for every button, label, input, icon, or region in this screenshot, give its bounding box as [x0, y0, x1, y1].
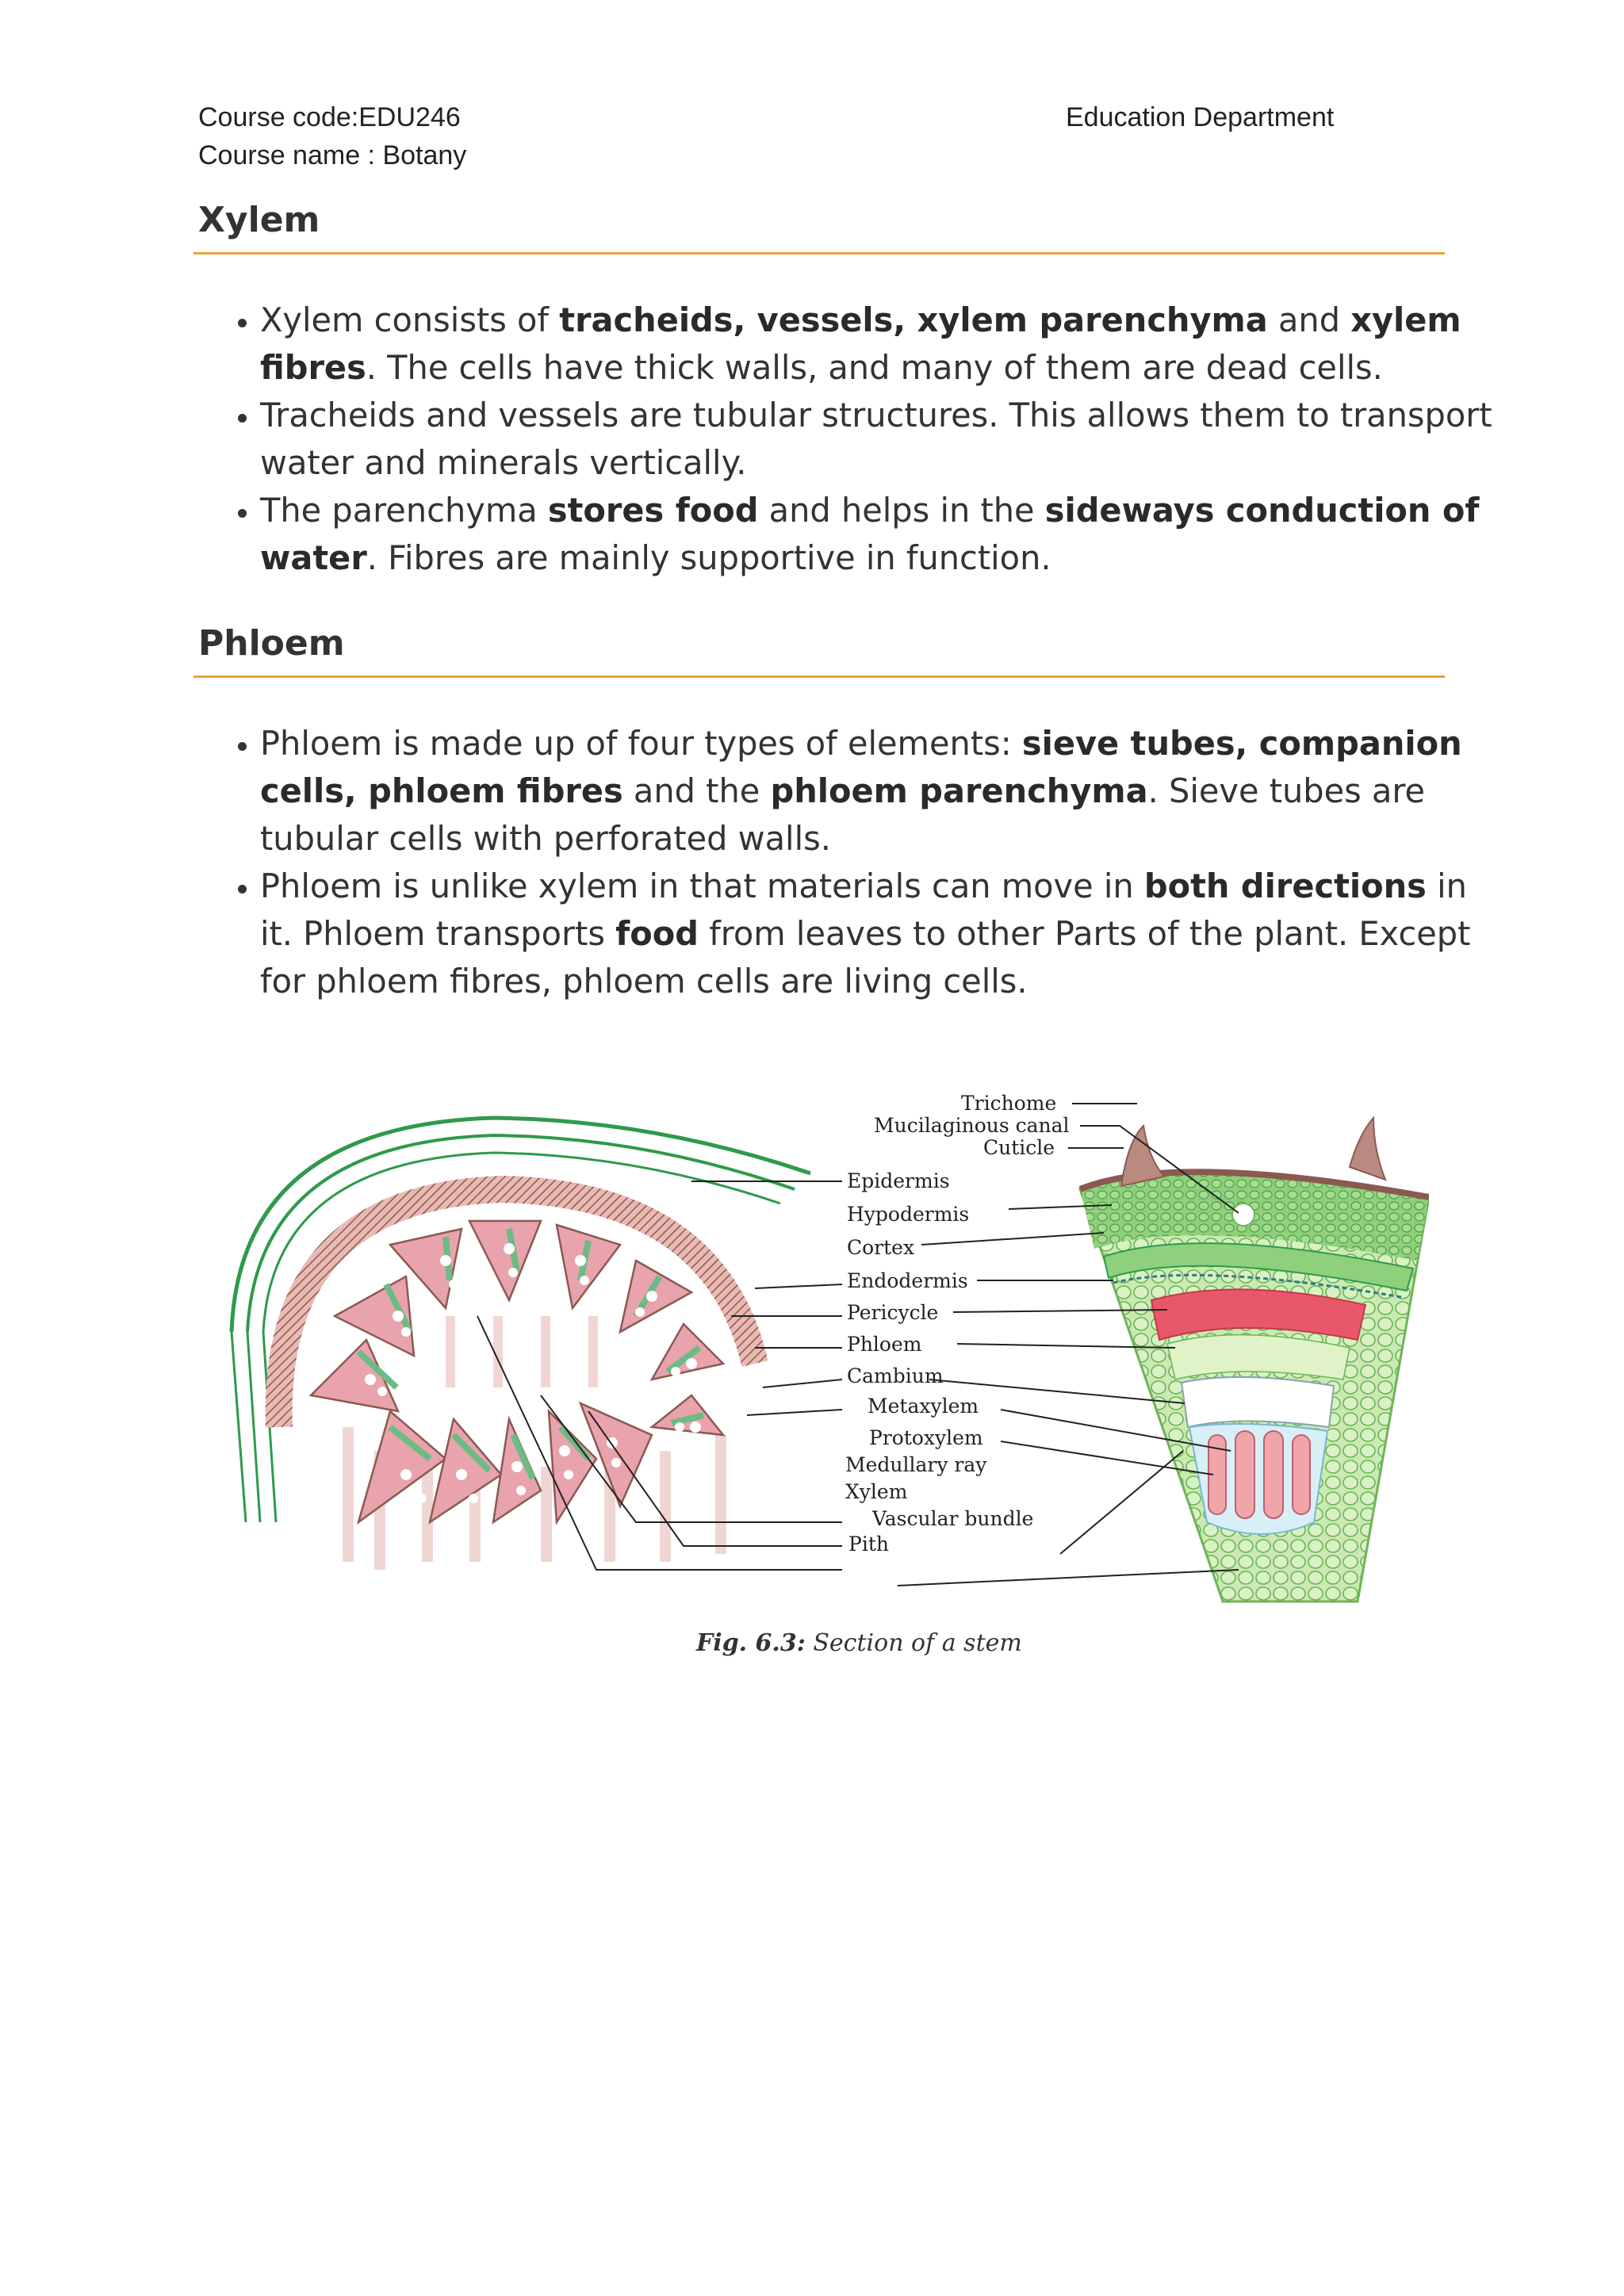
department-name: Education Department	[1066, 102, 1335, 132]
bullet-text: and helps in the	[758, 491, 1045, 530]
bullet-text: . The cells have thick walls, and many of them are dead cells.	[366, 348, 1383, 387]
stem-transverse-section	[232, 1118, 842, 1570]
label-trichome: Trichome	[961, 1092, 1057, 1115]
bullet-text: . Fibres are mainly supportive in function.	[366, 538, 1051, 577]
bullet-text: The parenchyma	[260, 491, 548, 530]
label-vascular-bundle: Vascular bundle	[872, 1507, 1034, 1530]
stem-section-figure	[208, 1078, 1429, 1617]
xylem-bullet-list	[198, 297, 1505, 582]
stem-section-diagram	[208, 1078, 1429, 1617]
label-hypodermis: Hypodermis	[847, 1203, 970, 1226]
bullet-text: and the	[622, 771, 771, 810]
phloem-bullet-list	[198, 720, 1505, 1005]
xylem-bullet-3	[260, 487, 1505, 582]
bold-term: phloem parenchyma	[770, 771, 1148, 810]
phloem-bullet-1	[260, 720, 1505, 863]
bullet-text: Phloem is unlike xylem in that materials can move in	[260, 867, 1144, 905]
label-mucilaginous-canal: Mucilaginous canal	[874, 1114, 1070, 1137]
bullet-text: Tracheids and vessels are tubular structures. This allows them to transport water and minerals vertically.	[260, 396, 1492, 482]
label-epidermis: Epidermis	[847, 1169, 950, 1192]
xylem-heading: Xylem	[198, 200, 320, 240]
course-code: Course code:EDU246	[198, 102, 461, 132]
header-left	[198, 98, 466, 174]
xylem-heading-rule	[193, 252, 1445, 254]
label-phloem: Phloem	[847, 1333, 922, 1356]
bold-term: tracheids, vessels, xylem parenchyma	[559, 300, 1268, 339]
bold-term: sideways conduction of water	[260, 491, 1480, 577]
phloem-heading-rule	[193, 675, 1445, 678]
label-cortex: Cortex	[847, 1236, 915, 1259]
bullet-text: Xylem consists of	[260, 300, 560, 339]
xylem-bullet-1	[260, 297, 1505, 392]
xylem-bullet-2	[260, 392, 1505, 487]
bold-term: sieve tubes, companion cells, phloem fibres	[260, 724, 1462, 810]
bold-term: xylem fibres	[260, 300, 1461, 387]
phloem-heading: Phloem	[198, 623, 345, 664]
bold-term: food	[615, 914, 699, 953]
label-cuticle: Cuticle	[983, 1136, 1055, 1159]
label-xylem: Xylem	[845, 1480, 908, 1503]
figure-labels	[845, 1092, 1070, 1556]
figure-caption-text: Section of a stem	[813, 1629, 1022, 1657]
label-endodermis: Endodermis	[847, 1269, 968, 1292]
label-pith: Pith	[848, 1533, 889, 1556]
course-name: Course name : Botany	[198, 140, 467, 170]
bullet-text: and	[1267, 300, 1351, 339]
label-metaxylem: Metaxylem	[868, 1395, 979, 1418]
bullet-text: . Sieve tubes are tubular cells with perforated walls.	[260, 771, 1426, 858]
phloem-bullet-2	[260, 863, 1505, 1005]
bullet-text: Phloem is made up of four types of elements:	[260, 724, 1022, 763]
bullet-text: from leaves to other Parts of the plant. Except for phloem fibres, phloem cells are living cells.	[260, 914, 1471, 1001]
bold-term: stores food	[547, 491, 759, 530]
label-protoxylem: Protoxylem	[869, 1426, 983, 1449]
bullet-text: in it. Phloem transports	[260, 867, 1467, 953]
label-pericycle: Pericycle	[847, 1301, 939, 1324]
label-medullary-ray: Medullary ray	[845, 1453, 987, 1476]
label-cambium: Cambium	[847, 1364, 944, 1387]
bold-term: both directions	[1143, 867, 1427, 905]
figure-caption-number: Fig. 6.3:	[696, 1629, 806, 1657]
figure-caption	[696, 1629, 1022, 1657]
